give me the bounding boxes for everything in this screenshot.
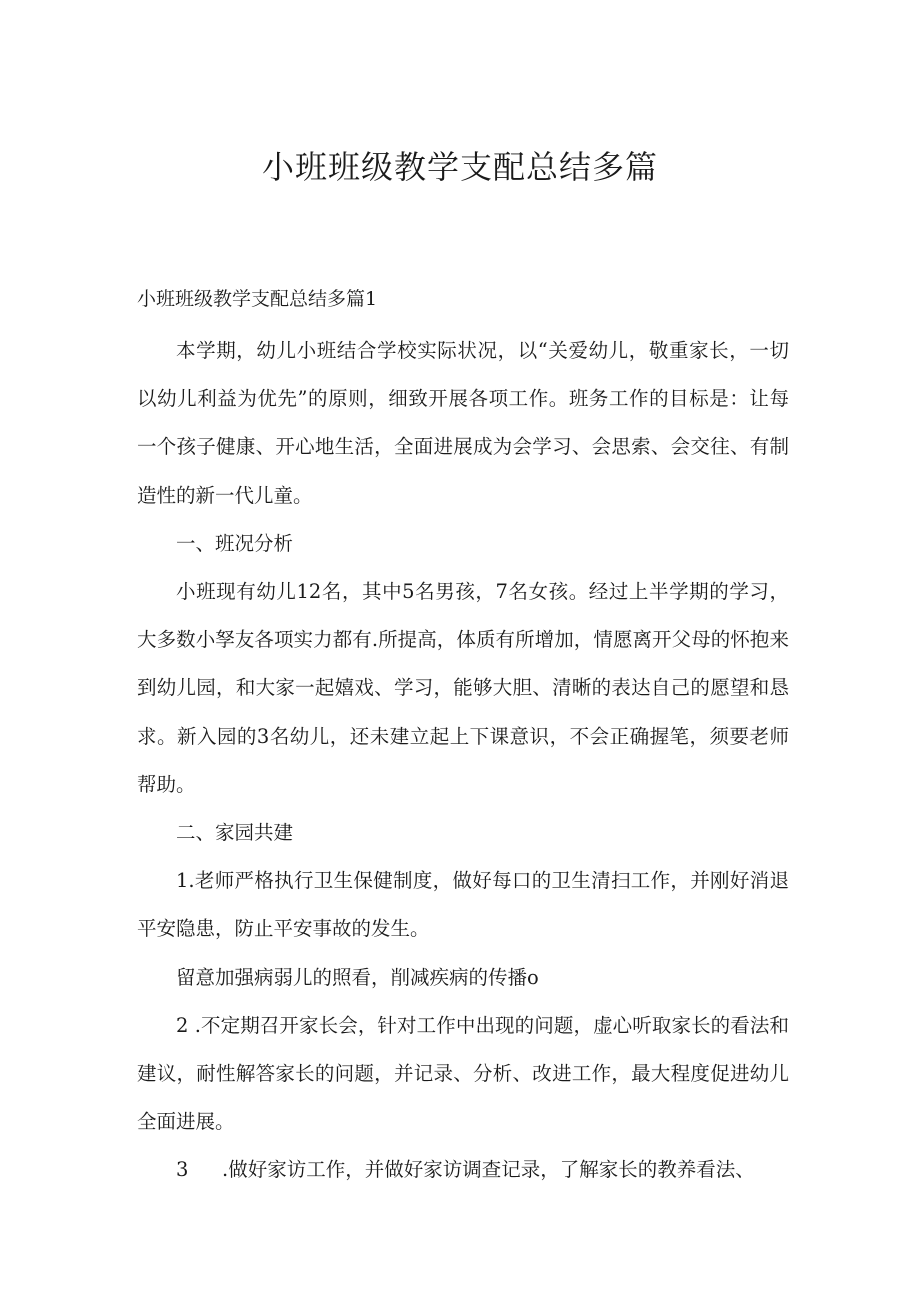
paragraph-care-note: 留意加强病弱儿的照看，削减疾病的传播o: [176, 965, 539, 989]
paragraph-item-3: [137, 1146, 789, 1194]
heading-class-analysis: 一、班况分析: [176, 531, 294, 555]
document-body: [137, 327, 789, 1195]
paragraph-intro: 本学期，幼儿小班结合学校实际状况，以“关爱幼儿，敬重家长，一切以幼儿利益为优先”的原则，细致开展各项工作。班务工作的目标是：让每一个孩子健康、开心地生活，全面进展成为会学习、会思索、会交往、有制造性的新一代儿童。: [137, 339, 789, 507]
item-3-text: .做好家访工作，并做好家访调查记录，了解家长的教养看法、: [222, 1158, 755, 1182]
heading-home-school: 二、家园共建: [176, 821, 294, 845]
document-title: 小班班级教学支配总结多篇: [261, 148, 658, 186]
paragraph-class-analysis: 小班现有幼儿12名，其中5名男孩，7名女孩。经过上半学期的学习，大多数小孥友各项实力都有.所提高，体质有所增加，情愿离开父母的怀抱来到幼儿园，和大家一起嬉戏、学习，能够大胆、清晰的表达自己的愿望和恳求。新入园的3名幼儿，还未建立起上下课意识，不会正确握笔，须要老师帮助。: [137, 580, 789, 796]
section-heading: 小班班级教学支配总结多篇1: [137, 288, 378, 310]
item-3-number: 3: [176, 1158, 189, 1182]
paragraph-item-2: 2 .不定期召开家长会，针对工作中出现的问题，虚心听取家长的看法和建议，耐性解答家长的问题，并记录、分析、改进工作，最大程度促进幼儿全面进展。: [137, 1013, 789, 1134]
paragraph-item-1: 1.老师严格执行卫生保健制度，做好每口的卫生清扫工作，并刚好消退平安隐患，防止平安事故的发生。: [137, 869, 789, 941]
